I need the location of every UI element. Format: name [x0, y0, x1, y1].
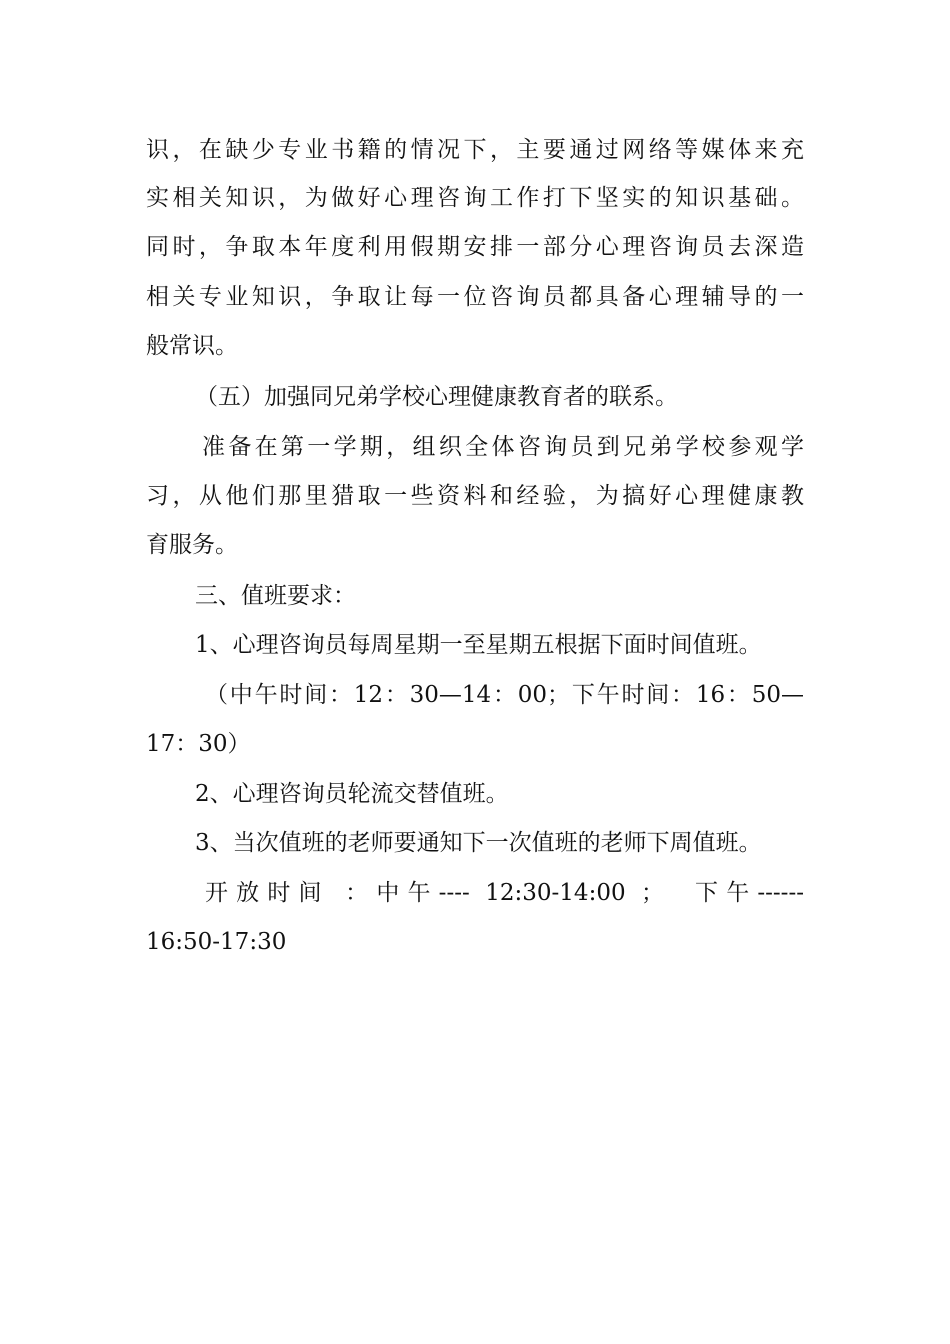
- paragraph-line-8: 育服务。: [146, 532, 238, 558]
- paragraph-line-4: 相关专业知识，争取让每一位咨询员都具备心理辅导的一: [146, 284, 804, 310]
- open-hours-line-1: 开放时间 ：中午---- 12:30-14:00 ； 下午------: [205, 880, 804, 906]
- paragraph-line-1: 识，在缺少专业书籍的情况下，主要通过网络等媒体来充: [146, 137, 804, 163]
- paragraph-line-7: 习，从他们那里猎取一些资料和经验，为搞好心理健康教: [146, 483, 804, 509]
- duty-times-line-1: （中午时间：12：30—14：00；下午时间：16：50—: [205, 682, 804, 708]
- paragraph-line-2: 实相关知识，为做好心理咨询工作打下坚实的知识基础。: [146, 185, 804, 211]
- duty-times-line-2: 17：30）: [146, 731, 251, 757]
- duty-item-2: 2、心理咨询员轮流交替值班。: [195, 781, 509, 807]
- paragraph-line-3: 同时，争取本年度利用假期安排一部分心理咨询员去深造: [146, 234, 804, 260]
- paragraph-line-5: 般常识。: [146, 333, 238, 359]
- paragraph-line-6: 准备在第一学期，组织全体咨询员到兄弟学校参观学: [202, 434, 804, 460]
- open-hours-line-2: 16:50-17:30: [146, 929, 287, 955]
- section-heading-5: （五）加强同兄弟学校心理健康教育者的联系。: [195, 384, 678, 410]
- duty-item-1: 1、心理咨询员每周星期一至星期五根据下面时间值班。: [195, 632, 762, 658]
- section-heading-duty: 三、值班要求：: [195, 583, 356, 609]
- duty-item-3: 3、当次值班的老师要通知下一次值班的老师下周值班。: [195, 830, 762, 856]
